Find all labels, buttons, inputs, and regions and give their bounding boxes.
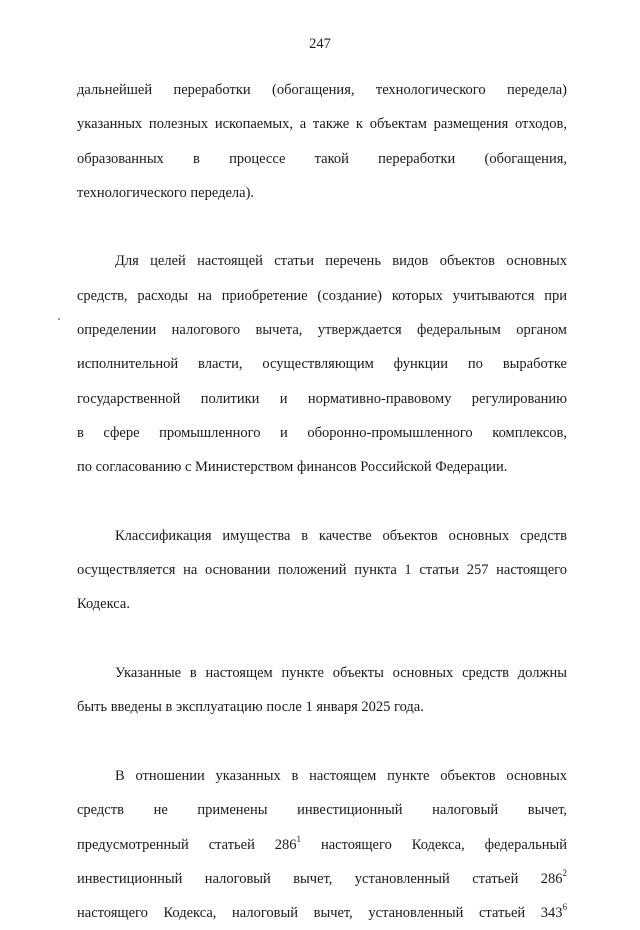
paragraph-4 [77, 656, 567, 725]
text-line: средств не применены инвестиционный налоговый вычет, [77, 802, 567, 819]
text-line-with-superscript [77, 828, 567, 862]
text-line: осуществляется на основании положений пункта 1 статьи 257 настоящего [77, 562, 567, 579]
text-line: быть введены в эксплуатацию после 1 января 2025 года. [77, 699, 424, 716]
text-fragment: предусмотренный статьей 286 [77, 836, 297, 853]
text-line: исполнительной власти, осуществляющим функции по выработке [77, 356, 567, 373]
paragraph-spacer [77, 210, 567, 244]
text-line: Указанные в настоящем пункте объекты основных средств должны [115, 665, 567, 682]
paragraph-5 [77, 759, 567, 930]
paragraph-spacer [77, 485, 567, 519]
text-line: В отношении указанных в настоящем пункте объектов основных [115, 767, 567, 784]
text-line: государственной политики и нормативно-правовому регулированию [77, 390, 567, 407]
text-line: дальнейшей переработки (обогащения, технологического передела) [77, 82, 567, 98]
page-number: 247 [309, 36, 331, 52]
text-line: по согласованию с Министерством финансов Российской Федерации. [77, 459, 508, 476]
document-body [77, 73, 567, 930]
text-fragment: настоящего Кодекса, федеральный [301, 836, 567, 853]
text-fragment: настоящего Кодекса, налоговый вычет, установленный статьей 343 [77, 905, 563, 922]
text-line: указанных полезных ископаемых, а также к объектам размещения отходов, [77, 116, 567, 133]
paragraph-3 [77, 519, 567, 622]
text-line: Для целей настоящей статьи перечень видов объектов основных [115, 253, 567, 270]
paragraph-2 [77, 244, 567, 484]
text-line-with-superscript [77, 862, 567, 896]
paragraph-1 [77, 73, 567, 210]
text-line: Кодекса. [77, 596, 130, 613]
text-fragment: инвестиционный налоговый вычет, установленный статьей 286 [77, 870, 563, 887]
text-line: технологического передела). [77, 184, 255, 201]
text-line: определении налогового вычета, утверждается федеральным органом [77, 322, 567, 339]
superscript: 6 [562, 902, 567, 913]
text-line: образованных в процессе такой переработки (обогащения, [77, 150, 567, 167]
text-line: средств, расходы на приобретение (создание) которых учитываются при [77, 287, 567, 304]
paragraph-spacer [77, 622, 567, 656]
scan-artifact-dot [58, 318, 60, 320]
text-line: Классификация имущества в качестве объектов основных средств [115, 527, 567, 544]
text-line: в сфере промышленного и оборонно-промышленного комплексов, [77, 424, 567, 441]
text-line-with-superscript [77, 896, 567, 930]
superscript: 1 [296, 833, 302, 844]
superscript: 2 [562, 868, 567, 878]
paragraph-spacer [77, 725, 567, 759]
